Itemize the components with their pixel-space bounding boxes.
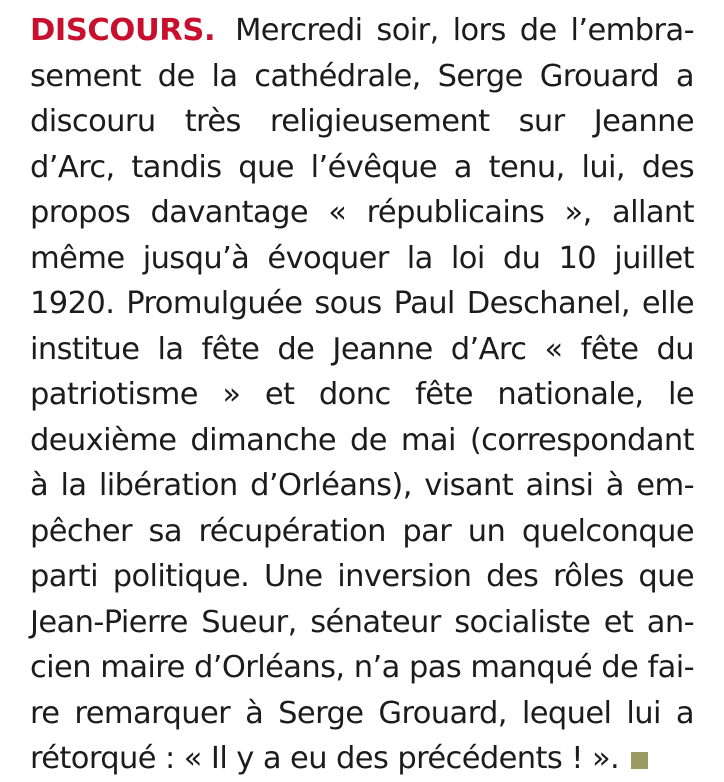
article-line: Jean-Pierre Sueur, sénateur socialiste et an- <box>30 604 694 640</box>
article-line: cien maire d’Orléans, n’a pas manqué de fai- <box>30 650 694 685</box>
article-line: même jusqu’à évoquer la loi du 10 juillet <box>30 240 694 276</box>
article-line: 1920. Promulguée sous Paul Deschanel, elle <box>30 286 694 321</box>
kicker: DISCOURS. <box>30 13 216 48</box>
article-line: institue la fête de Jeanne d’Arc « fête du <box>30 331 694 367</box>
article-line: d’Arc, tandis que l’évêque a tenu, lui, des <box>30 149 694 185</box>
article-line <box>30 736 694 782</box>
article-line: à la libération d’Orléans), visant ainsi à em- <box>30 468 694 503</box>
line-text: rétorqué : « Il y a eu des précédents ! ». <box>30 741 620 776</box>
article-line: discouru très religieusement sur Jeanne <box>30 104 694 139</box>
article-line: propos davantage « républicains », allant <box>30 195 694 230</box>
article-line: deuxième dimanche de mai (correspondant <box>30 422 694 458</box>
line-text: Mercredi soir, lors de l’embra- <box>235 13 694 48</box>
end-mark-icon <box>631 752 648 769</box>
article-line: patriotisme » et donc fête nationale, le <box>30 377 694 412</box>
article-line: sement de la cathédrale, Serge Grouard a <box>30 58 694 94</box>
article-text <box>30 8 694 782</box>
article-line: pêcher sa récupération par un quelconque <box>30 513 694 549</box>
article-line: re remarquer à Serge Grouard, lequel lui a <box>30 695 694 731</box>
article-line: parti politique. Une inversion des rôles que <box>30 559 694 594</box>
article-line <box>30 8 694 54</box>
